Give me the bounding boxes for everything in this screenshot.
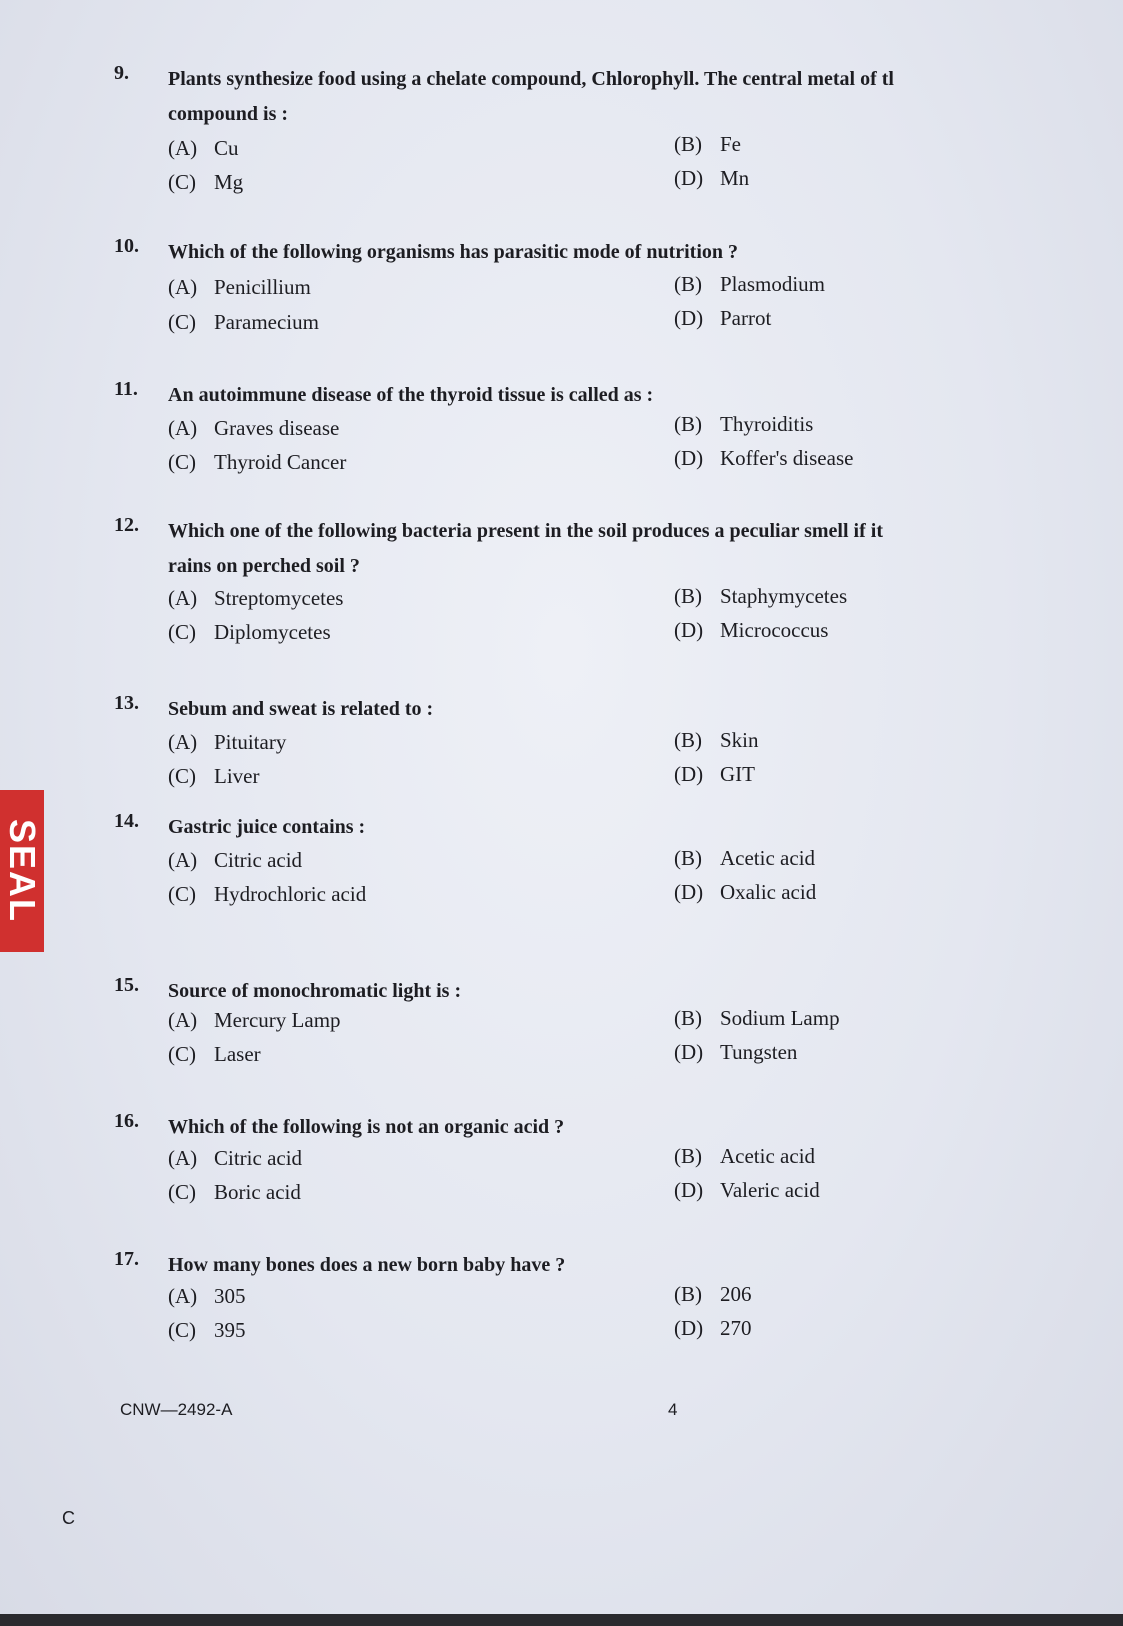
option-letter: (A) xyxy=(168,730,198,754)
option-letter: (B) xyxy=(674,1144,702,1168)
option-letter: (C) xyxy=(168,450,196,474)
option-text: Staphymycetes xyxy=(720,584,848,608)
question-text-line: compound is : xyxy=(168,103,289,125)
booklet-code: CNW—2492-A xyxy=(120,1400,233,1419)
option-letter: (C) xyxy=(168,310,196,334)
option-b xyxy=(674,584,847,609)
option-d xyxy=(674,1040,797,1065)
option-letter: (C) xyxy=(168,1318,196,1342)
option-c xyxy=(168,764,259,789)
option-letter: (B) xyxy=(674,728,702,752)
question-text xyxy=(168,1248,1068,1283)
option-b xyxy=(674,1144,815,1169)
question-number: 17. xyxy=(114,1248,139,1270)
option-letter: (B) xyxy=(674,1282,702,1306)
option-letter: (C) xyxy=(168,170,196,194)
option-text: Mn xyxy=(720,166,750,190)
option-letter: (D) xyxy=(674,1178,704,1202)
option-c xyxy=(168,450,346,475)
option-letter: (A) xyxy=(168,1146,198,1170)
option-a xyxy=(168,275,311,300)
question-number: 14. xyxy=(114,810,139,832)
option-letter: (C) xyxy=(168,1042,196,1066)
option-b xyxy=(674,846,815,871)
option-a xyxy=(168,848,302,873)
option-letter: (A) xyxy=(168,136,198,160)
option-a xyxy=(168,1008,341,1033)
question-text xyxy=(168,514,1068,584)
option-text: Graves disease xyxy=(214,416,340,440)
option-b xyxy=(674,728,759,753)
option-text: Mercury Lamp xyxy=(214,1008,341,1032)
page-edge xyxy=(0,1614,1123,1626)
question-text-line: Gastric juice contains : xyxy=(168,816,366,838)
option-letter: (A) xyxy=(168,1008,198,1032)
option-text: Parrot xyxy=(720,306,772,330)
option-c xyxy=(168,1180,301,1205)
question-text-line: An autoimmune disease of the thyroid tissue is called as : xyxy=(168,384,654,406)
option-letter: (D) xyxy=(674,762,704,786)
option-text: Koffer's disease xyxy=(720,446,854,470)
option-text: Hydrochloric acid xyxy=(214,882,367,906)
option-text: GIT xyxy=(720,762,755,786)
question-number: 13. xyxy=(114,692,139,714)
option-d xyxy=(674,1316,752,1341)
option-a xyxy=(168,136,239,161)
page-number: 4 xyxy=(668,1400,678,1419)
option-text: Fe xyxy=(720,132,741,156)
option-letter: (D) xyxy=(674,1040,704,1064)
option-text: Acetic acid xyxy=(720,846,816,870)
option-letter: (A) xyxy=(168,848,198,872)
option-text: Valeric acid xyxy=(720,1178,820,1202)
option-text: Diplomycetes xyxy=(214,620,331,644)
option-text: Citric acid xyxy=(214,848,303,872)
question-text xyxy=(168,810,1068,845)
option-text: Thyroid Cancer xyxy=(214,450,347,474)
option-c xyxy=(168,170,243,195)
option-text: Plasmodium xyxy=(720,272,826,296)
option-text: Micrococcus xyxy=(720,618,829,642)
option-text: Oxalic acid xyxy=(720,880,817,904)
question-text xyxy=(168,974,1068,1009)
option-c xyxy=(168,1318,246,1343)
option-letter: (A) xyxy=(168,586,198,610)
option-b xyxy=(674,1006,840,1031)
option-d xyxy=(674,306,771,331)
option-letter: (B) xyxy=(674,584,702,608)
question-number: 12. xyxy=(114,514,139,536)
option-a xyxy=(168,1146,302,1171)
option-letter: (B) xyxy=(674,412,702,436)
question-text xyxy=(168,378,1068,413)
option-letter: (B) xyxy=(674,846,702,870)
series-letter: C xyxy=(62,1508,75,1528)
seal-sticker xyxy=(0,790,44,952)
question-text-line: How many bones does a new born baby have ? xyxy=(168,1254,566,1276)
option-d xyxy=(674,446,853,471)
option-text: 305 xyxy=(214,1284,246,1308)
option-b xyxy=(674,272,825,297)
question-text-line: Which one of the following bacteria present in the soil produces a peculiar smell if it xyxy=(168,520,883,542)
question-text xyxy=(168,62,1068,132)
option-c xyxy=(168,310,319,335)
option-letter: (C) xyxy=(168,1180,196,1204)
question-text-line: Source of monochromatic light is : xyxy=(168,980,462,1002)
question-text-line: Which of the following is not an organic acid ? xyxy=(168,1116,565,1138)
option-text: Thyroiditis xyxy=(720,412,814,436)
question-text-line: Plants synthesize food using a chelate compound, Chlorophyll. The central metal of tl xyxy=(168,68,894,90)
option-letter: (C) xyxy=(168,882,196,906)
question-text xyxy=(168,235,1068,270)
option-letter: (D) xyxy=(674,446,704,470)
option-letter: (A) xyxy=(168,1284,198,1308)
option-letter: (D) xyxy=(674,1316,704,1340)
question-text-line: Sebum and sweat is related to : xyxy=(168,698,434,720)
option-c xyxy=(168,620,331,645)
option-text: Citric acid xyxy=(214,1146,303,1170)
question-number: 9. xyxy=(114,62,129,84)
option-d xyxy=(674,166,749,191)
option-b xyxy=(674,412,813,437)
option-b xyxy=(674,132,741,157)
option-text: Tungsten xyxy=(720,1040,798,1064)
option-letter: (D) xyxy=(674,166,704,190)
option-text: 395 xyxy=(214,1318,246,1342)
option-letter: (D) xyxy=(674,618,704,642)
option-a xyxy=(168,586,343,611)
option-text: Laser xyxy=(214,1042,261,1066)
option-text: Boric acid xyxy=(214,1180,301,1204)
option-letter: (B) xyxy=(674,272,702,296)
option-letter: (B) xyxy=(674,132,702,156)
option-text: Penicillium xyxy=(214,275,311,299)
option-letter: (C) xyxy=(168,764,196,788)
question-text xyxy=(168,1110,1068,1145)
option-text: Acetic acid xyxy=(720,1144,816,1168)
option-text: 270 xyxy=(720,1316,752,1340)
question-number: 15. xyxy=(114,974,139,996)
option-d xyxy=(674,880,816,905)
question-text xyxy=(168,692,1068,727)
question-number: 11. xyxy=(114,378,138,400)
option-letter: (A) xyxy=(168,416,198,440)
option-d xyxy=(674,618,828,643)
option-text: Cu xyxy=(214,136,239,160)
option-letter: (B) xyxy=(674,1006,702,1030)
option-text: Sodium Lamp xyxy=(720,1006,840,1030)
option-letter: (D) xyxy=(674,306,704,330)
question-number: 16. xyxy=(114,1110,139,1132)
option-c xyxy=(168,1042,261,1067)
option-text: Pituitary xyxy=(214,730,287,754)
option-letter: (A) xyxy=(168,275,198,299)
option-text: 206 xyxy=(720,1282,752,1306)
question-number: 10. xyxy=(114,235,139,257)
option-text: Paramecium xyxy=(214,310,319,334)
question-text-line: Which of the following organisms has parasitic mode of nutrition ? xyxy=(168,241,739,263)
option-c xyxy=(168,882,366,907)
option-a xyxy=(168,416,339,441)
option-d xyxy=(674,1178,820,1203)
option-text: Liver xyxy=(214,764,260,788)
option-text: Skin xyxy=(720,728,759,752)
option-text: Streptomycetes xyxy=(214,586,344,610)
option-text: Mg xyxy=(214,170,244,194)
seal-label: SEAL xyxy=(2,818,44,924)
option-a xyxy=(168,1284,246,1309)
option-letter: (C) xyxy=(168,620,196,644)
option-a xyxy=(168,730,286,755)
option-b xyxy=(674,1282,752,1307)
option-letter: (D) xyxy=(674,880,704,904)
option-d xyxy=(674,762,755,787)
question-text-line: rains on perched soil ? xyxy=(168,555,360,577)
